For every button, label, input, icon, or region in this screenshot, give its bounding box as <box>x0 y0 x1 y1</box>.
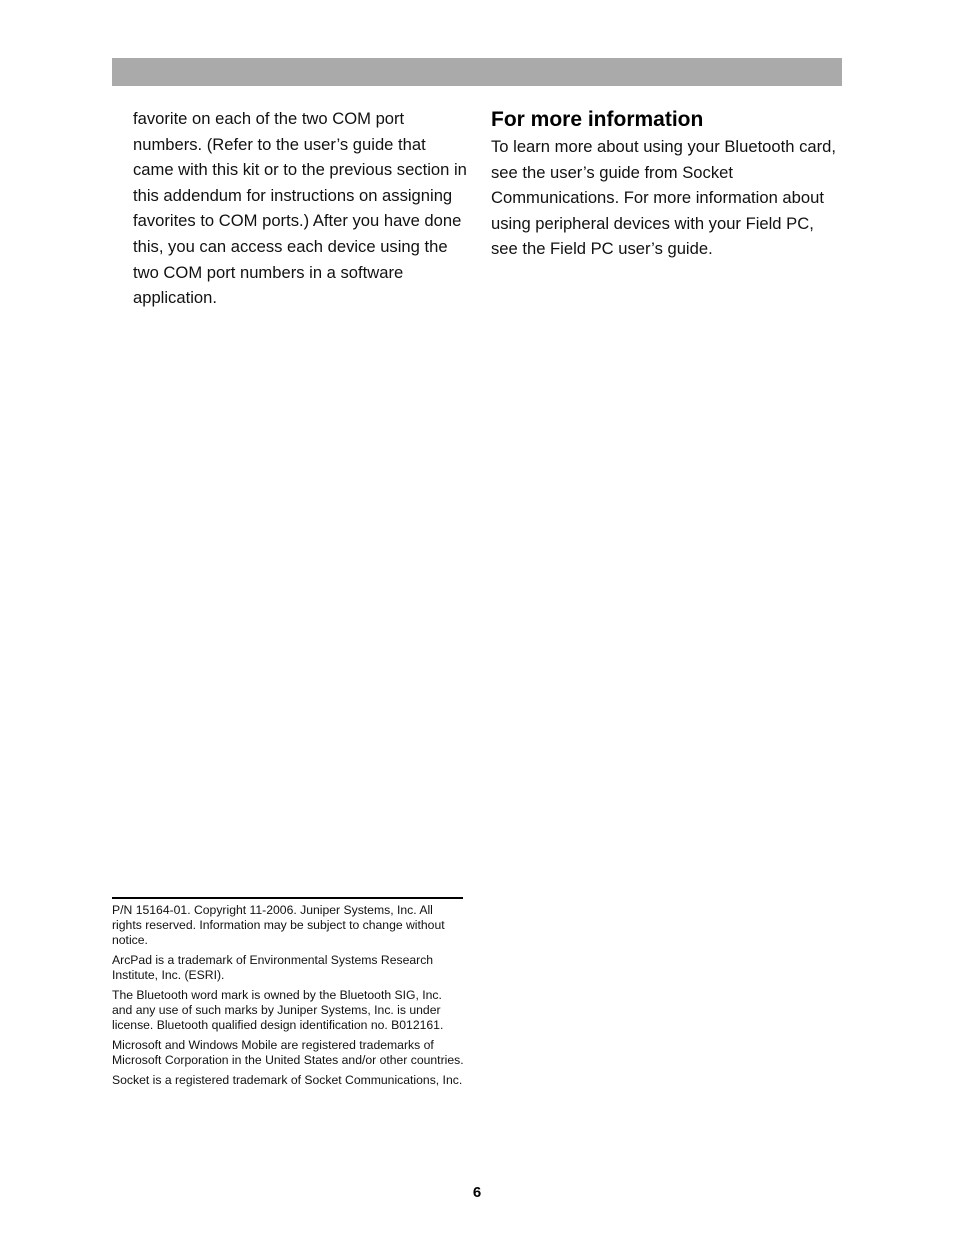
footnote-microsoft: Microsoft and Windows Mobile are registered trademarks of Microsoft Corporation in the United States and/or other countries. <box>112 1038 464 1067</box>
left-column-paragraph: favorite on each of the two COM port numbers. (Refer to the user’s guide that came with this kit or to the previous section in this addendum for instructions on assigning favorites to COM ports.) After you have done this, you can access each device using the two COM port numbers in a software application. <box>133 109 467 308</box>
footnote-bluetooth: The Bluetooth word mark is owned by the Bluetooth SIG, Inc. and any use of such marks by Juniper Systems, Inc. is under license. Bluetooth qualified design identification no. B012161. <box>112 988 444 1032</box>
footnote-socket: Socket is a registered trademark of Socket Communications, Inc. <box>112 1073 463 1087</box>
page-number: 6 <box>472 1184 482 1201</box>
section-heading: For more information <box>491 108 704 131</box>
section-body: To learn more about using your Bluetooth card, see the user’s guide from Socket Communications. For more information about using peripheral devices with your Field PC, see the Field PC user’s guide. <box>491 137 836 259</box>
header-bar <box>112 58 842 86</box>
footnotes <box>112 903 464 1093</box>
footnote-copyright: P/N 15164-01. Copyright 11-2006. Juniper Systems, Inc. All rights reserved. Information may be subject to change without notice. <box>112 903 445 947</box>
more-info-section <box>491 106 843 262</box>
footnote-divider <box>112 897 463 899</box>
footnote-arcpad: ArcPad is a trademark of Environmental Systems Research Institute, Inc. (ESRI). <box>112 953 434 982</box>
